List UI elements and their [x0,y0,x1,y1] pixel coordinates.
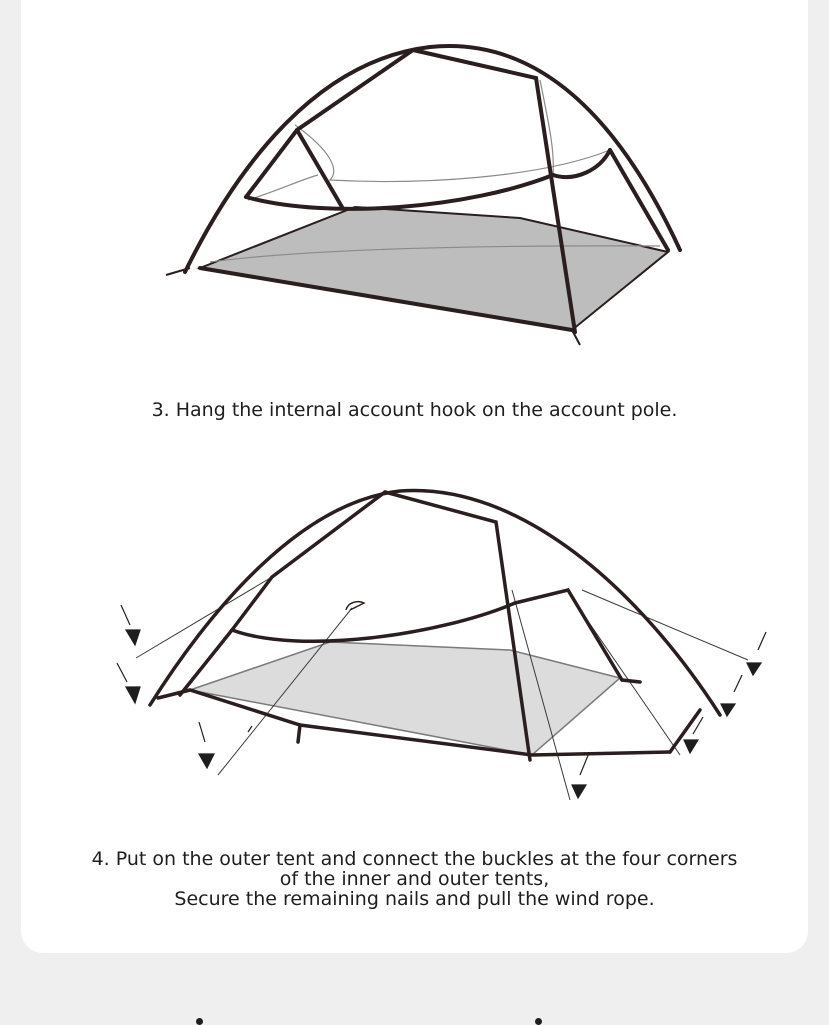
tent-outer-fly-icon [0,470,829,810]
step-4-line-2: of the inner and outer tents, [279,868,550,890]
step-4-line-1: 4. Put on the outer tent and connect the buckles at the four corners [91,848,738,870]
step-4-caption [0,849,829,909]
tent-inner-hook-icon [0,0,829,360]
tent-floor [200,207,668,330]
step-4-line-3: Secure the remaining nails and pull the wind rope. [174,888,655,910]
step-3-text: 3. Hang the internal account hook on the account pole. [151,399,678,421]
step-3-caption [0,400,829,420]
